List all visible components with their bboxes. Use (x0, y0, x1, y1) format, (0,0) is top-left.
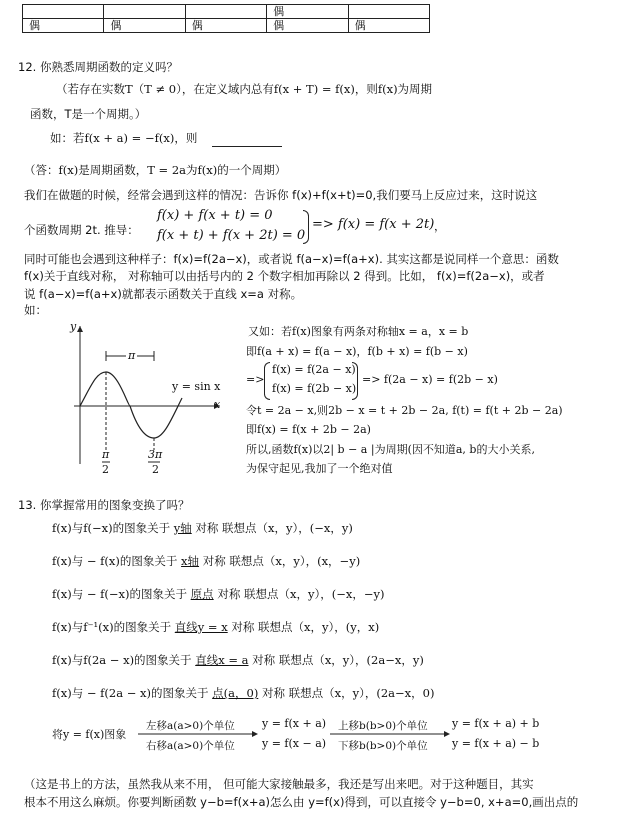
shift-down-label: 下移b(b>0)个单位 (338, 740, 428, 752)
table-row (23, 5, 430, 19)
rule-subject: f(x)与 − f(x)的图象关于 (52, 554, 178, 568)
rule-axis: y轴 (173, 521, 192, 535)
derivation-arrow: => (246, 373, 265, 386)
derivation-line: 又如：若f(x)图象有两条对称轴x = a，x = b (248, 325, 469, 338)
rule-detail: 对称 联想点（x，y），(y，x) (231, 620, 380, 634)
paragraph-line: 个函数周期 2t. 推导： (24, 223, 139, 237)
transform-rule (52, 652, 424, 668)
transform-rule (52, 685, 434, 701)
left-brace (264, 362, 270, 400)
shift-result: y = f(x + a) + b (452, 717, 540, 730)
y-axis-label: y (70, 320, 77, 333)
table-cell: 偶 (267, 5, 348, 19)
paragraph-line: 如： (24, 303, 47, 317)
tick-label-numerator: 3π (148, 448, 163, 461)
tick-label-numerator: π (102, 448, 110, 461)
rule-subject: f(x)与f(2a − x)的图象关于 (52, 653, 192, 667)
sine-curve (80, 372, 182, 438)
shift-result: y = f(x + a) (262, 717, 327, 730)
shift-right-label: 右移a(a>0)个单位 (146, 740, 235, 752)
shift-arrows (136, 716, 260, 752)
derivation-line: 为保守起见,我加了一个绝对值 (246, 462, 393, 475)
paragraph-line: 我们在做题的时候，经常会遇到这样的情况：告诉你 f(x)+f(x+t)=0,我们要马上反应过来，这时说这 (24, 188, 538, 202)
derivation-line: 令t = 2a − x,则2b − x = t + 2b − 2a, f(t) = f(t + 2b − 2a) (246, 404, 563, 417)
parity-table (22, 4, 430, 33)
table-cell: 偶 (104, 19, 185, 33)
rule-axis: x轴 (181, 554, 200, 568)
answer-blank (212, 146, 282, 147)
x-axis-label: x (214, 398, 221, 411)
table-cell (104, 5, 185, 19)
function-label: y = sin x (172, 380, 221, 393)
rule-detail: 对称 联想点（x，y），(2a−x，y) (252, 653, 424, 667)
table-cell (185, 5, 266, 19)
table-cell: 偶 (348, 19, 429, 33)
derivation-eq1: f(x) + f(x + t) = 0 (157, 208, 273, 223)
derivation-line: => f(2a − x) = f(2b − x) (362, 373, 498, 386)
derivation-line: 所以,函数f(x)以2| b − a |为周期(因不知道a, b的大小关系, (246, 443, 535, 456)
derivation-line: 即f(a + x) = f(a − x)，f(b + x) = f(b − x) (246, 345, 468, 358)
transform-rule (52, 553, 360, 569)
derivation-eq2: f(x + t) + f(x + 2t) = 0 (157, 228, 306, 243)
table-cell: 偶 (185, 19, 266, 33)
rule-detail: 对称 联想点（x，y），(−x，−y) (217, 587, 385, 601)
transform-rule (52, 619, 379, 635)
paragraph-line: f(x)关于直线对称， 对称轴可以由括号内的 2 个数字相加再除以 2 得到。比如， f(x)=f(2a−x)，或者 (24, 269, 545, 283)
rule-axis: 点(a，0) (212, 686, 259, 700)
q12-definition-line1: （若存在实数T（T ≠ 0），在定义域内总有f(x + T) = f(x)，则f(x)为周期 (56, 82, 433, 96)
q12-example: 如：若f(x + a) = −f(x)，则 (50, 131, 198, 145)
shift-result: y = f(x − a) (262, 737, 327, 750)
table-cell (348, 5, 429, 19)
derivation-result: => f(x) = f(x + 2t) (312, 217, 435, 232)
shift-left-label: 左移a(a>0)个单位 (146, 720, 235, 732)
rule-detail: 对称 联想点（x，y），(x，−y) (202, 554, 361, 568)
comma: ， (434, 219, 446, 233)
derivation-line: f(x) = f(2b − x) (272, 382, 357, 395)
tick-label-denominator: 2 (102, 463, 109, 476)
table-cell (23, 5, 104, 19)
paragraph-line: 同时可能也会遇到这种样子：f(x)=f(2a−x)，或者说 f(a−x)=f(a+x). 其实这都是说同样一个意思：函数 (24, 252, 559, 266)
paragraph-line: （这是书上的方法，虽然我从来不用， 但可能大家接触最多，我还是写出来吧。对于这种题目，其实 (24, 777, 534, 791)
derivation-line: 即f(x) = f(x + 2b − 2a) (246, 423, 371, 436)
paragraph-line: 根本不用这么麻烦。你要判断函数 y−b=f(x+a)怎么由 y=f(x)得到，可以直接令 y−b=0, x+a=0,画出点的 (24, 795, 579, 809)
period-label: π (128, 349, 136, 362)
rule-subject: f(x)与 − f(2a − x)的图象关于 (52, 686, 209, 700)
rule-axis: 直线x = a (195, 653, 249, 667)
table-cell: 偶 (23, 19, 104, 33)
shift-result: y = f(x + a) − b (452, 737, 540, 750)
rule-axis: 直线y = x (174, 620, 228, 634)
rule-subject: f(x)与 − f(−x)的图象关于 (52, 587, 188, 601)
table-cell: 偶 (267, 19, 348, 33)
translation-start: 将y = f(x)图象 (52, 728, 127, 741)
rule-subject: f(x)与f(−x)的图象关于 (52, 521, 171, 535)
arrow-head (444, 731, 450, 737)
right-brace (303, 210, 309, 244)
rule-detail: 对称 联想点（x，y），(2a−x，0) (261, 686, 435, 700)
right-brace (352, 362, 358, 400)
paragraph-line: 说 f(a−x)=f(a+x)就都表示函数关于直线 x=a 对称。 (24, 287, 303, 301)
q12-definition-line2: 函数，T是一个周期。） (30, 107, 147, 121)
q12-answer: （答：f(x)是周期函数，T = 2a为f(x)的一个周期） (24, 163, 287, 177)
transform-rule (52, 586, 384, 602)
table-row (23, 19, 430, 33)
q13-title: 13. 你掌握常用的图象变换了吗？ (18, 498, 190, 512)
derivation-line: f(x) = f(2a − x) (272, 363, 356, 376)
q12-title: 12. 你熟悉周期函数的定义吗？ (18, 60, 178, 74)
arrow-head (252, 731, 258, 737)
rule-subject: f(x)与f⁻¹(x)的图象关于 (52, 620, 172, 634)
y-axis-arrow (77, 326, 83, 332)
shift-up-label: 上移b(b>0)个单位 (338, 720, 428, 732)
shift-arrows (328, 716, 452, 752)
rule-detail: 对称 联想点（x，y），(−x，y) (195, 521, 353, 535)
tick-label-denominator: 2 (152, 463, 159, 476)
transform-rule (52, 520, 353, 536)
rule-axis: 原点 (190, 587, 214, 601)
